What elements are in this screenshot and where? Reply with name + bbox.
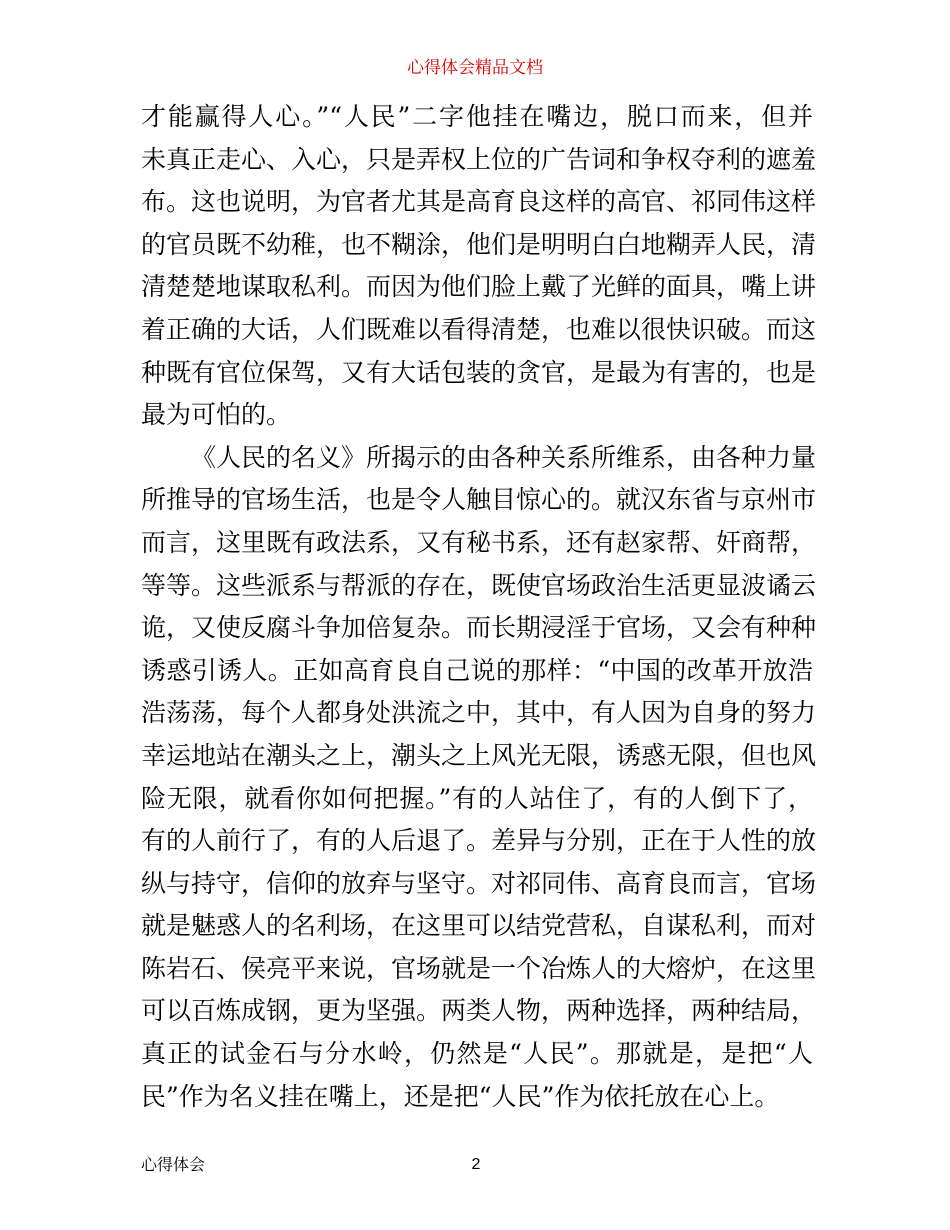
text-line: 所推导的官场生活，也是令人触目惊心的。就汉东省与京州市	[141, 485, 817, 515]
text-line: 民”作为名义挂在嘴上，还是把“人民”作为依托放在心上。	[141, 1081, 780, 1111]
text-line: 就是魅惑人的名利场，在这里可以结党营私，自谋私利，而对	[141, 911, 817, 941]
document-body	[141, 96, 817, 1118]
text-line: 未真正走心、入心，只是弄权上位的广告词和争权夺利的遮羞	[141, 144, 817, 174]
text-line: 险无限，就看你如何把握。”有的人站住了，有的人倒下了，	[141, 783, 813, 813]
text-line: 可以百炼成钢，更为坚强。两类人物，两种选择，两种结局，	[141, 996, 817, 1026]
text-line: 诡，又使反腐斗争加倍复杂。而长期浸淫于官场，又会有种种	[141, 613, 817, 643]
text-line: 真正的试金石与分水岭，仍然是“人民”。那就是，是把“人	[141, 1039, 813, 1069]
footer-label: 心得体会	[141, 1155, 206, 1174]
text-line: 诱惑引诱人。正如高育良自己说的那样：“中国的改革开放浩	[141, 655, 813, 685]
text-line: 的官员既不幼稚，也不糊涂，他们是明明白白地糊弄人民，清	[141, 229, 817, 259]
paragraph-first-line: 《人民的名义》所揭示的由各种关系所维系，由各种力量	[191, 442, 817, 472]
text-line: 幸运地站在潮头之上，潮头之上风光无限，诱惑无限，但也风	[141, 740, 817, 770]
text-line: 清楚楚地谋取私利。而因为他们脸上戴了光鲜的面具，嘴上讲	[141, 272, 817, 302]
text-line: 等等。这些派系与帮派的存在，既使官场政治生活更显波谲云	[141, 570, 817, 600]
text-line: 着正确的大话，人们既难以看得清楚，也难以很快识破。而这	[141, 314, 817, 344]
text-line: 种既有官位保驾，又有大话包装的贪官，是最为有害的，也是	[141, 357, 817, 387]
text-line: 才能赢得人心。”“人民”二字他挂在嘴边，脱口而来，但并	[141, 102, 813, 131]
text-line: 最为可怕的。	[141, 400, 292, 430]
text-line: 有的人前行了，有的人后退了。差异与分别，正在于人性的放	[141, 826, 817, 856]
text-line: 纵与持守，信仰的放弃与坚守。对祁同伟、高育良而言，官场	[141, 868, 817, 898]
page-number: 2	[471, 1156, 481, 1173]
page-header-title: 心得体会精品文档	[407, 58, 543, 78]
text-line: 而言，这里既有政法系，又有秘书系，还有赵家帮、奸商帮，	[141, 527, 817, 557]
text-line: 陈岩石、侯亮平来说，官场就是一个冶炼人的大熔炉，在这里	[141, 953, 817, 983]
text-line: 布。这也说明，为官者尤其是高育良这样的高官、祁同伟这样	[141, 187, 817, 217]
text-line: 浩荡荡，每个人都身处洪流之中，其中，有人因为自身的努力	[141, 698, 817, 728]
